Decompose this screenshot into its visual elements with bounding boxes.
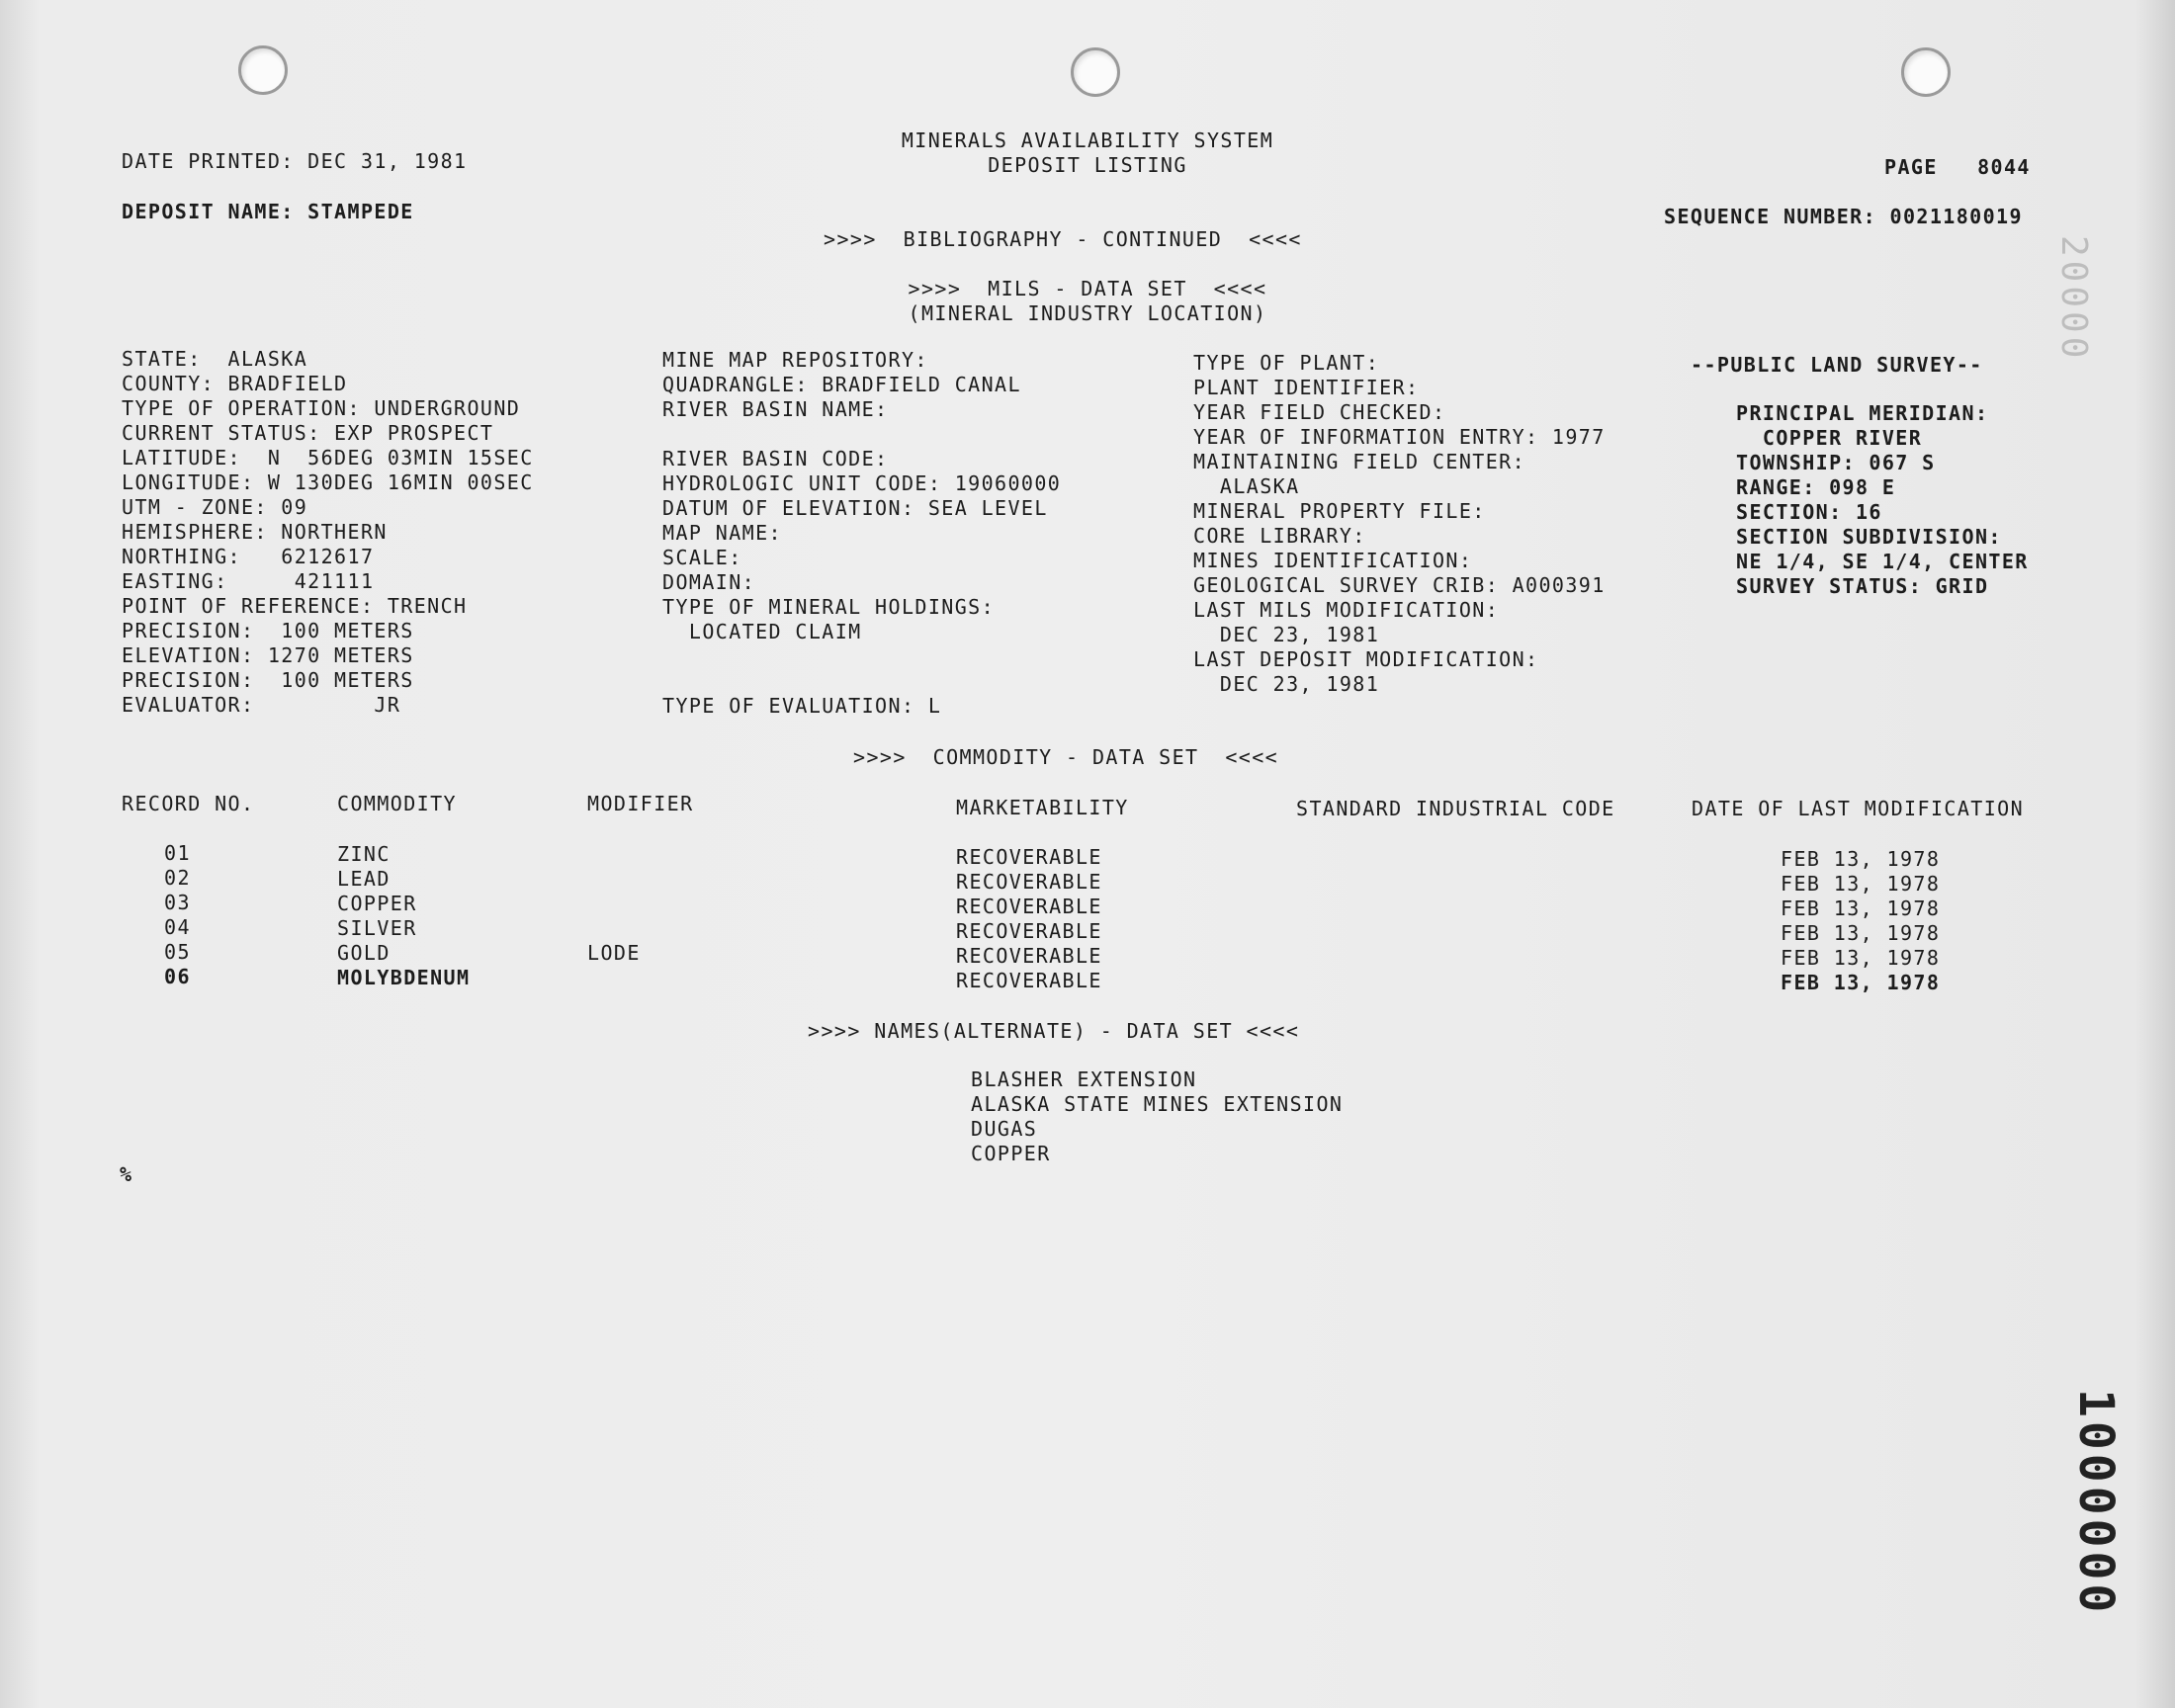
commodity-name: MOLYBDENUM bbox=[337, 966, 471, 989]
field-line: MAP NAME: bbox=[662, 521, 782, 545]
column-header-date: DATE OF LAST MODIFICATION bbox=[1692, 797, 2025, 820]
field-line: COUNTY: BRADFIELD bbox=[122, 372, 348, 395]
mils-subheading: (MINERAL INDUSTRY LOCATION) bbox=[908, 301, 1267, 325]
modification-date: FEB 13, 1978 bbox=[1781, 897, 1941, 920]
field-line: LAST MILS MODIFICATION: bbox=[1193, 598, 1500, 622]
field-line: PRINCIPAL MERIDIAN: bbox=[1736, 401, 1989, 425]
marketability-value: RECOVERABLE bbox=[956, 895, 1102, 918]
field-line bbox=[662, 669, 1061, 694]
land-survey-column bbox=[1736, 401, 2029, 599]
mils-heading-block bbox=[840, 277, 1335, 326]
record-number: 03 bbox=[164, 891, 191, 914]
commodity-name: COPPER bbox=[337, 892, 417, 915]
alternate-name: BLASHER EXTENSION bbox=[971, 1068, 1197, 1091]
field-line: POINT OF REFERENCE: TRENCH bbox=[122, 594, 468, 618]
page-number: PAGE 8044 bbox=[1884, 155, 2031, 179]
alternate-name: ALASKA STATE MINES EXTENSION bbox=[971, 1092, 1344, 1116]
field-line bbox=[662, 422, 1061, 447]
mils-plant-column bbox=[1193, 351, 1606, 697]
column-header-modifier: MODIFIER bbox=[587, 792, 694, 815]
punch-hole-center bbox=[1071, 47, 1120, 97]
field-line: NORTHING: 6212617 bbox=[122, 545, 375, 568]
sequence-number: SEQUENCE NUMBER: 0021180019 bbox=[1664, 205, 2023, 228]
field-line: MINE MAP REPOSITORY: bbox=[662, 348, 928, 372]
field-line: LOCATED CLAIM bbox=[662, 620, 862, 643]
marketability-value: RECOVERABLE bbox=[956, 845, 1102, 869]
field-line: SCALE: bbox=[662, 546, 742, 569]
record-number: 04 bbox=[164, 915, 191, 939]
commodity-heading: >>>> COMMODITY - DATA SET <<<< bbox=[853, 745, 1279, 769]
punch-hole-right bbox=[1901, 47, 1951, 97]
land-survey-title: --PUBLIC LAND SURVEY-- bbox=[1691, 353, 1983, 377]
names-heading: >>>> NAMES(ALTERNATE) - DATA SET <<<< bbox=[808, 1019, 1300, 1043]
field-line: SECTION: 16 bbox=[1736, 500, 1882, 524]
field-line: PRECISION: 100 METERS bbox=[122, 619, 414, 642]
field-line: DOMAIN: bbox=[662, 570, 756, 594]
mils-map-column bbox=[662, 348, 1061, 719]
field-line: ELEVATION: 1270 METERS bbox=[122, 643, 414, 667]
column-header-record: RECORD NO. bbox=[122, 792, 255, 815]
field-line: RIVER BASIN NAME: bbox=[662, 397, 889, 421]
field-line: DEC 23, 1981 bbox=[1193, 623, 1380, 646]
punch-hole-left bbox=[238, 45, 288, 95]
field-line: HYDROLOGIC UNIT CODE: 19060000 bbox=[662, 471, 1062, 495]
field-line: EASTING: 421111 bbox=[122, 569, 375, 593]
field-line: SURVEY STATUS: GRID bbox=[1736, 574, 1989, 598]
mils-location-column bbox=[122, 347, 534, 718]
field-line: LONGITUDE: W 130DEG 16MIN 00SEC bbox=[122, 470, 534, 494]
field-line: PLANT IDENTIFIER: bbox=[1193, 376, 1420, 399]
field-line: TOWNSHIP: 067 S bbox=[1736, 451, 1936, 474]
field-line: SECTION SUBDIVISION: bbox=[1736, 525, 2002, 549]
field-line: TYPE OF EVALUATION: L bbox=[662, 694, 942, 718]
record-number: 05 bbox=[164, 940, 191, 964]
alternate-name: COPPER bbox=[971, 1142, 1051, 1165]
field-line: CURRENT STATUS: EXP PROSPECT bbox=[122, 421, 494, 445]
marketability-value: RECOVERABLE bbox=[956, 870, 1102, 894]
field-line: GEOLOGICAL SURVEY CRIB: A000391 bbox=[1193, 573, 1606, 597]
field-line: YEAR FIELD CHECKED: bbox=[1193, 400, 1446, 424]
end-mark: % bbox=[120, 1162, 133, 1186]
record-number: 01 bbox=[164, 841, 191, 865]
modification-date: FEB 13, 1978 bbox=[1781, 971, 1941, 994]
field-line: EVALUATOR: JR bbox=[122, 693, 401, 717]
frame-number-stamp: 1000000 bbox=[2068, 1389, 2124, 1617]
commodity-name: GOLD bbox=[337, 941, 391, 965]
field-line: NE 1/4, SE 1/4, CENTER bbox=[1736, 550, 2029, 573]
modification-date: FEB 13, 1978 bbox=[1781, 872, 1941, 896]
field-line: CORE LIBRARY: bbox=[1193, 524, 1366, 548]
modifier-value: LODE bbox=[587, 941, 641, 965]
report-title-block bbox=[840, 128, 1335, 178]
alternate-names-list bbox=[971, 1068, 1343, 1166]
field-line: DEC 23, 1981 bbox=[1193, 672, 1380, 696]
bibliography-heading: >>>> BIBLIOGRAPHY - CONTINUED <<<< bbox=[824, 227, 1302, 251]
column-header-sic: STANDARD INDUSTRIAL CODE bbox=[1296, 797, 1615, 820]
column-header-marketability: MARKETABILITY bbox=[956, 796, 1129, 819]
commodity-name: LEAD bbox=[337, 867, 391, 891]
field-line: LAST DEPOSIT MODIFICATION: bbox=[1193, 647, 1539, 671]
field-line: UTM - ZONE: 09 bbox=[122, 495, 308, 519]
field-line: TYPE OF PLANT: bbox=[1193, 351, 1380, 375]
field-line: RIVER BASIN CODE: bbox=[662, 447, 889, 470]
record-number: 06 bbox=[164, 965, 191, 988]
field-line: RANGE: 098 E bbox=[1736, 475, 1896, 499]
field-line bbox=[662, 644, 1061, 669]
field-line: YEAR OF INFORMATION ENTRY: 1977 bbox=[1193, 425, 1606, 449]
field-line: MINES IDENTIFICATION: bbox=[1193, 549, 1473, 572]
marketability-value: RECOVERABLE bbox=[956, 944, 1102, 968]
deposit-name: DEPOSIT NAME: STAMPEDE bbox=[122, 200, 414, 223]
record-number: 02 bbox=[164, 866, 191, 890]
column-header-commodity: COMMODITY bbox=[337, 792, 457, 815]
field-line: ALASKA bbox=[1193, 474, 1300, 498]
field-line: MINERAL PROPERTY FILE: bbox=[1193, 499, 1486, 523]
field-line: HEMISPHERE: NORTHERN bbox=[122, 520, 388, 544]
field-line: DATUM OF ELEVATION: SEA LEVEL bbox=[662, 496, 1048, 520]
commodity-name: SILVER bbox=[337, 916, 417, 940]
faint-frame-stamp: 20000 bbox=[2053, 235, 2094, 363]
listing-title: DEPOSIT LISTING bbox=[988, 153, 1187, 177]
modification-date: FEB 13, 1978 bbox=[1781, 946, 1941, 970]
alternate-name: DUGAS bbox=[971, 1117, 1038, 1141]
marketability-value: RECOVERABLE bbox=[956, 969, 1102, 992]
modification-date: FEB 13, 1978 bbox=[1781, 847, 1941, 871]
marketability-value: RECOVERABLE bbox=[956, 919, 1102, 943]
system-title: MINERALS AVAILABILITY SYSTEM bbox=[901, 128, 1274, 152]
field-line: TYPE OF OPERATION: UNDERGROUND bbox=[122, 396, 521, 420]
field-line: QUADRANGLE: BRADFIELD CANAL bbox=[662, 373, 1021, 396]
field-line: TYPE OF MINERAL HOLDINGS: bbox=[662, 595, 996, 619]
field-line: PRECISION: 100 METERS bbox=[122, 668, 414, 692]
field-line: STATE: ALASKA bbox=[122, 347, 308, 371]
field-line: COPPER RIVER bbox=[1736, 426, 1923, 450]
date-printed: DATE PRINTED: DEC 31, 1981 bbox=[122, 149, 468, 173]
field-line: LATITUDE: N 56DEG 03MIN 15SEC bbox=[122, 446, 534, 470]
commodity-name: ZINC bbox=[337, 842, 391, 866]
modification-date: FEB 13, 1978 bbox=[1781, 921, 1941, 945]
mils-heading: >>>> MILS - DATA SET <<<< bbox=[908, 277, 1267, 300]
field-line: MAINTAINING FIELD CENTER: bbox=[1193, 450, 1526, 473]
